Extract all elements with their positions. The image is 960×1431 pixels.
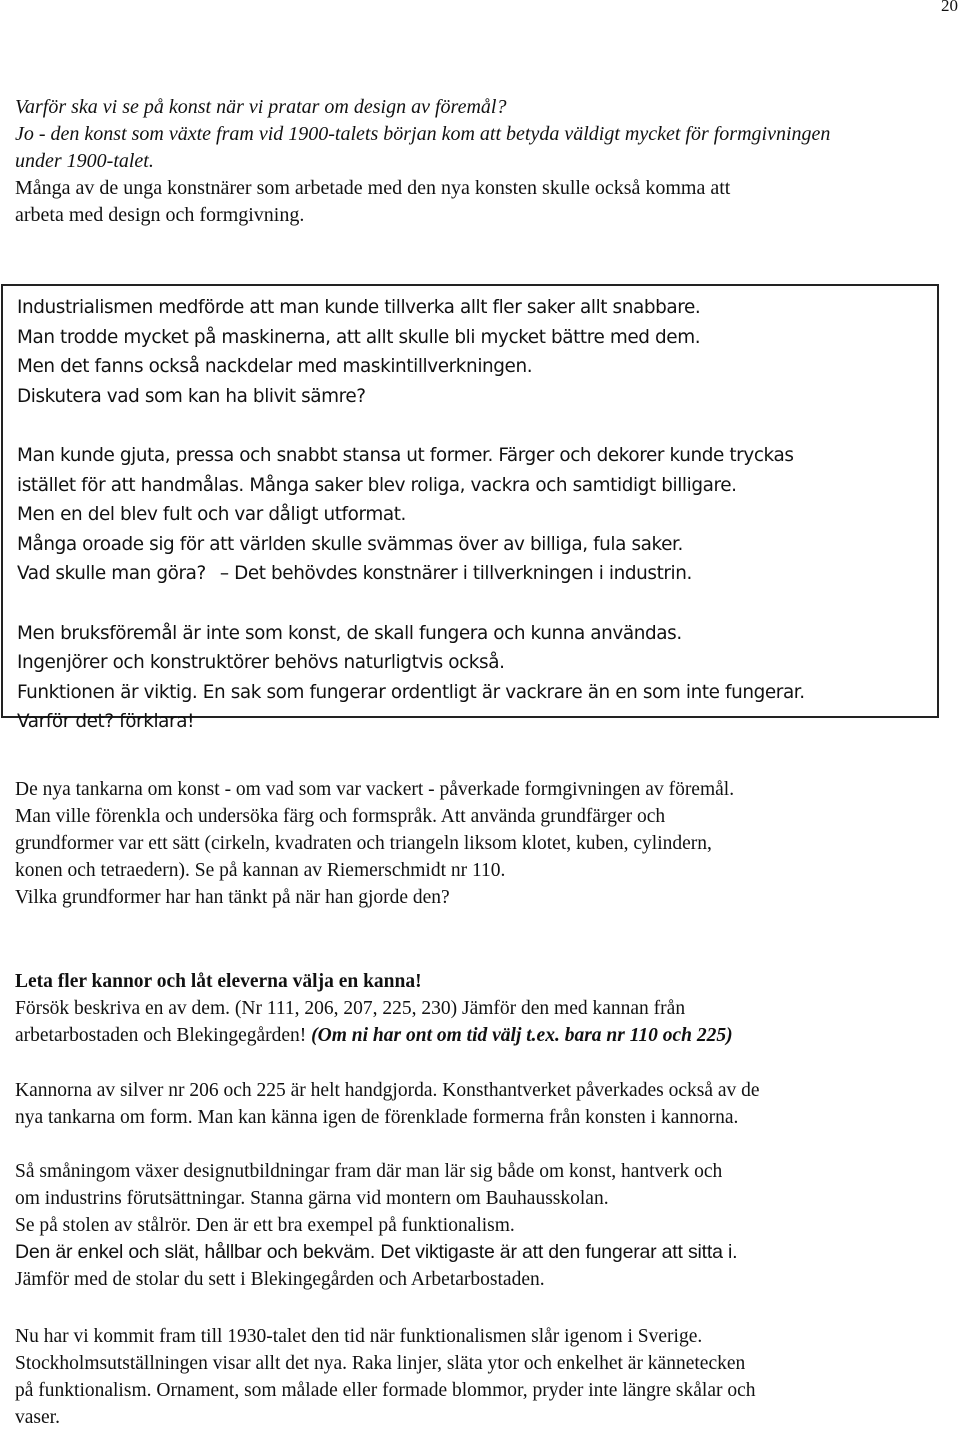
box-line: Man trodde mycket på maskinerna, att allt skulle bli mycket bättre med dem. — [17, 326, 701, 348]
box-line: Funktionen är viktig. En sak som fungerar ordentligt är vackrare än en som inte fungerar. — [17, 681, 805, 703]
box-line: Diskutera vad som kan ha blivit sämre? — [17, 385, 366, 407]
intro-text: Många av de unga konstnärer som arbetade med den nya konsten skulle också komma att — [15, 177, 731, 199]
section-functionalism — [15, 1323, 756, 1431]
box-line — [17, 559, 937, 589]
body-line — [15, 1022, 733, 1049]
box-question: Vad skulle man göra? — [17, 563, 206, 584]
intro-section — [15, 94, 830, 229]
box-line: istället för att handmålas. Många saker blev roliga, vackra och samtidigt billigare. — [17, 474, 737, 496]
section-new-ideas — [15, 776, 734, 911]
body-line: om industrins förutsättningar. Stanna gärna vid montern om Bauhausskolan. — [15, 1188, 609, 1209]
body-line: grundformer var ett sätt (cirkeln, kvadraten och triangeln liksom klotet, kuben, cylindern, — [15, 833, 712, 854]
box-line: Men bruksföremål är inte som konst, de skall fungera och kunna användas. — [17, 622, 682, 644]
body-line: på funktionalism. Ornament, som målade eller formade blommor, pryder inte längre skålar och — [15, 1380, 756, 1401]
body-text: arbetarbostaden och Blekingegården! — [15, 1025, 312, 1046]
intro-answer: Jo - den konst som växte fram vid 1900-talets början kom att betyda väldigt mycket för formgivningen — [15, 123, 831, 145]
section-heading: Leta fler kannor och låt eleverna välja en kanna! — [15, 971, 422, 992]
box-line: Många oroade sig för att världen skulle svämmas över av billiga, fula saker. — [17, 533, 683, 555]
body-line: vaser. — [15, 1407, 60, 1428]
body-line: Nu har vi kommit fram till 1930-talet den tid när funktionalismen slår igenom i Sverige. — [15, 1326, 703, 1347]
intro-answer: under 1900-talet. — [15, 150, 154, 172]
box-line: Men det fanns också nackdelar med maskintillverkningen. — [17, 356, 533, 377]
emphasis-text: (Om ni har ont om tid välj t.ex. bara nr 110 och 225) — [311, 1025, 733, 1046]
intro-text: arbeta med design och formgivning. — [15, 204, 305, 226]
box-answer: – Det behövdes konstnärer i tillverkningen i industrin. — [219, 563, 692, 584]
body-line: Den är enkel och slät, hållbar och bekväm. Det viktigaste är att den fungerar att sitta i. — [15, 1241, 738, 1263]
box-line: Varför det? förklara! — [17, 711, 195, 732]
discussion-box — [1, 284, 939, 732]
intro-question: Varför ska vi se på konst när vi pratar om design av föremål? — [15, 96, 507, 118]
box-line: Man kunde gjuta, pressa och snabbt stansa ut former. Färger och dekorer kunde tryckas — [17, 445, 794, 466]
body-line: Så småningom växer designutbildningar fram där man lär sig både om konst, hantverk och — [15, 1161, 723, 1182]
body-line: konen och tetraedern). Se på kannan av Riemerschmidt nr 110. — [15, 860, 506, 881]
box-line: Industrialismen medförde att man kunde tillverka allt fler saker allt snabbare. — [17, 297, 701, 318]
body-line: Stockholmsutställningen visar allt det nya. Raka linjer, släta ytor och enkelhet är kännetecken — [15, 1353, 746, 1374]
section-jugs — [15, 968, 733, 1049]
body-line: Vilka grundformer har han tänkt på när han gjorde den? — [15, 887, 450, 908]
body-line: Se på stolen av stålrör. Den är ett bra exempel på funktionalism. — [15, 1215, 515, 1236]
body-line: Kannorna av silver nr 206 och 225 är helt handgjorda. Konsthantverket påverkades också av de — [15, 1080, 760, 1101]
body-line: Jämför med de stolar du sett i Blekingegården och Arbetarbostaden. — [15, 1269, 545, 1290]
body-line: nya tankarna om form. Man kan känna igen de förenklade formerna från konsten i kannorna. — [15, 1107, 739, 1128]
section-silver — [15, 1077, 760, 1131]
body-line: Försök beskriva en av dem. (Nr 111, 206, 207, 225, 230) Jämför den med kannan från — [15, 998, 686, 1019]
box-line: Ingenjörer och konstruktörer behövs naturligtvis också. — [17, 652, 505, 673]
section-design-education — [15, 1158, 737, 1293]
box-line: Men en del blev fult och var dåligt utformat. — [17, 504, 406, 525]
body-line: Man ville förenkla och undersöka färg och formspråk. Att använda grundfärger och — [15, 806, 666, 827]
body-line: De nya tankarna om konst - om vad som var vackert - påverkade formgivningen av föremål. — [15, 779, 735, 800]
page-number: 20 — [941, 0, 958, 15]
